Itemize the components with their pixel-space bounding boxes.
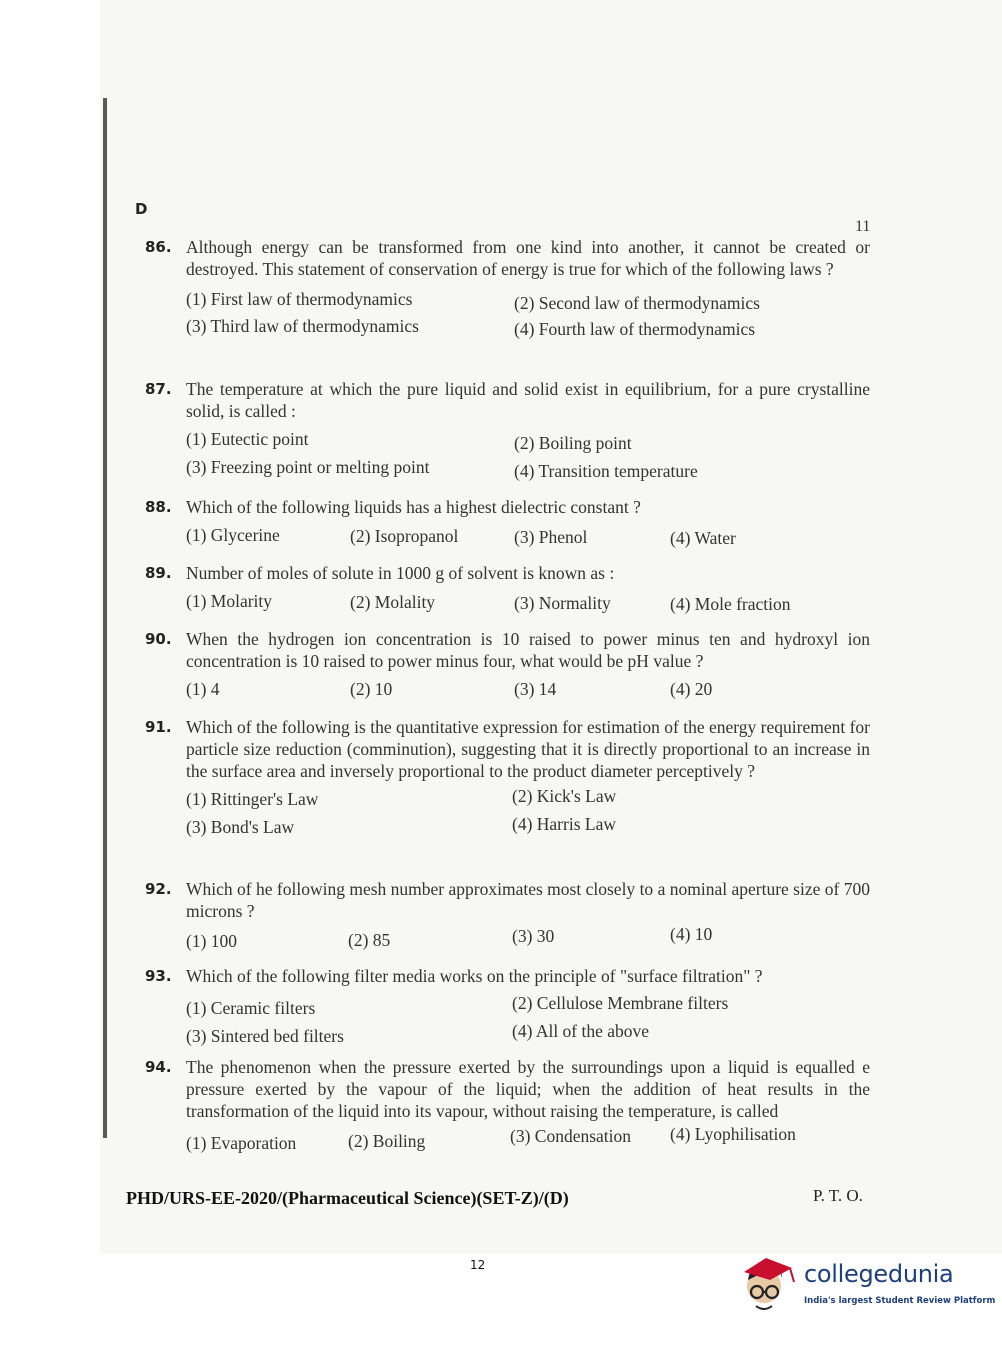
options	[186, 995, 870, 1049]
option-4: (4) Harris Law	[512, 814, 616, 834]
option-1: (1) 100	[186, 931, 238, 951]
option-4: (4) All of the above	[512, 1021, 650, 1041]
option-4: (4) Fourth law of thermodynamics	[514, 319, 756, 339]
question-88	[145, 496, 870, 550]
pto-label: P. T. O.	[813, 1186, 863, 1205]
question-number: 88.	[145, 498, 172, 516]
option-2: (2) Cellulose Membrane filters	[512, 993, 729, 1013]
question-87	[145, 378, 870, 482]
question-94	[145, 1056, 870, 1154]
option-4: (4) 10	[670, 924, 713, 944]
question-number: 87.	[145, 380, 172, 398]
options	[186, 590, 870, 616]
option-1: (1) Glycerine	[186, 525, 280, 545]
option-3: (3) Third law of thermodynamics	[186, 316, 419, 336]
question-text: Which of the following liquids has a highest dielectric constant ?	[186, 497, 641, 517]
option-4: (4) 20	[670, 679, 713, 699]
question-text: The temperature at which the pure liquid and solid exist in equilibrium, for a pure crystalline solid, is called :	[186, 379, 870, 421]
page-number: 11	[855, 218, 871, 235]
bottom-page-number: 12	[470, 1258, 486, 1272]
question-86	[145, 236, 870, 342]
options	[186, 288, 870, 342]
option-2: (2) Kick's Law	[512, 786, 617, 806]
option-3: (3) Condensation	[510, 1126, 632, 1146]
options	[186, 428, 870, 482]
question-text: When the hydrogen ion concentration is 10 raised to power minus ten and hydroxyl ion concentration is 10 raised to power minus four, what would be pH value ?	[186, 629, 870, 671]
question-number: 94.	[145, 1058, 172, 1076]
options	[186, 524, 870, 550]
option-3: (3) 14	[514, 679, 557, 699]
question-90	[145, 628, 870, 704]
option-3: (3) Freezing point or melting point	[186, 457, 430, 477]
question-text: Although energy can be transformed from one kind into another, it cannot be created or destroyed. This statement of conservation of energy is true for which of the following laws ?	[186, 237, 870, 279]
option-3: (3) Bond's Law	[186, 817, 295, 837]
question-number: 89.	[145, 564, 172, 582]
question-number: 92.	[145, 880, 172, 898]
options	[186, 1124, 870, 1154]
option-2: (2) 10	[350, 679, 393, 699]
options	[186, 788, 870, 842]
brand-tagline: India's largest Student Review Platform	[804, 1296, 996, 1306]
option-3: (3) Sintered bed filters	[186, 1026, 344, 1046]
brand-name: collegedunia	[804, 1260, 954, 1288]
question-number: 90.	[145, 630, 172, 648]
question-text: Which of the following filter media works on the principle of "surface filtration" ?	[186, 966, 763, 986]
collegedunia-watermark	[742, 1250, 996, 1320]
option-4: (4) Water	[670, 528, 736, 548]
question-number: 91.	[145, 718, 172, 736]
question-91	[145, 716, 870, 842]
option-2: (2) Molality	[350, 592, 436, 612]
option-1: (1) Eutectic point	[186, 429, 309, 449]
option-3: (3) Normality	[514, 593, 611, 613]
page-binding-edge	[103, 98, 107, 1138]
options	[186, 678, 870, 704]
question-text: The phenomenon when the pressure exerted by the surroundings upon a liquid is equalled e pressure exerted by the vapour of the liquid; when the addition of heat results in the transformation of the liquid into its vapour, without raising the temperature, is called	[186, 1057, 870, 1121]
mascot-logo-icon	[742, 1250, 802, 1320]
option-2: (2) Second law of thermodynamics	[514, 293, 760, 313]
set-letter: D	[135, 200, 148, 218]
option-2: (2) Boiling point	[514, 433, 632, 453]
option-3: (3) 30	[512, 926, 555, 946]
option-2: (2) Boiling	[348, 1131, 426, 1151]
option-4: (4) Mole fraction	[670, 594, 791, 614]
option-3: (3) Phenol	[514, 527, 588, 547]
option-1: (1) First law of thermodynamics	[186, 289, 413, 309]
option-4: (4) Lyophilisation	[670, 1124, 796, 1144]
question-93	[145, 965, 870, 1049]
question-number: 93.	[145, 967, 172, 985]
question-92	[145, 878, 870, 954]
paper-code: PHD/URS-EE-2020/(Pharmaceutical Science)(SET-Z)/(D)	[126, 1188, 569, 1208]
question-text: Which of he following mesh number approximates most closely to a nominal aperture size of 700 microns ?	[186, 879, 870, 921]
option-1: (1) Molarity	[186, 591, 273, 611]
question-text: Number of moles of solute in 1000 g of solvent is known as :	[186, 563, 615, 583]
option-4: (4) Transition temperature	[514, 461, 698, 481]
option-2: (2) 85	[348, 930, 391, 950]
question-number: 86.	[145, 238, 172, 256]
option-1: (1) 4	[186, 679, 220, 699]
question-text: Which of the following is the quantitative expression for estimation of the energy requirement for particle size reduction (comminution), suggesting that it is directly proportional to an increase in the surface area and inversely proportional to the product diameter perceptively ?	[186, 717, 870, 781]
option-1: (1) Ceramic filters	[186, 998, 316, 1018]
options	[186, 924, 870, 954]
question-89	[145, 562, 870, 616]
option-1: (1) Rittinger's Law	[186, 789, 319, 809]
option-1: (1) Evaporation	[186, 1133, 297, 1153]
option-2: (2) Isopropanol	[350, 526, 459, 546]
